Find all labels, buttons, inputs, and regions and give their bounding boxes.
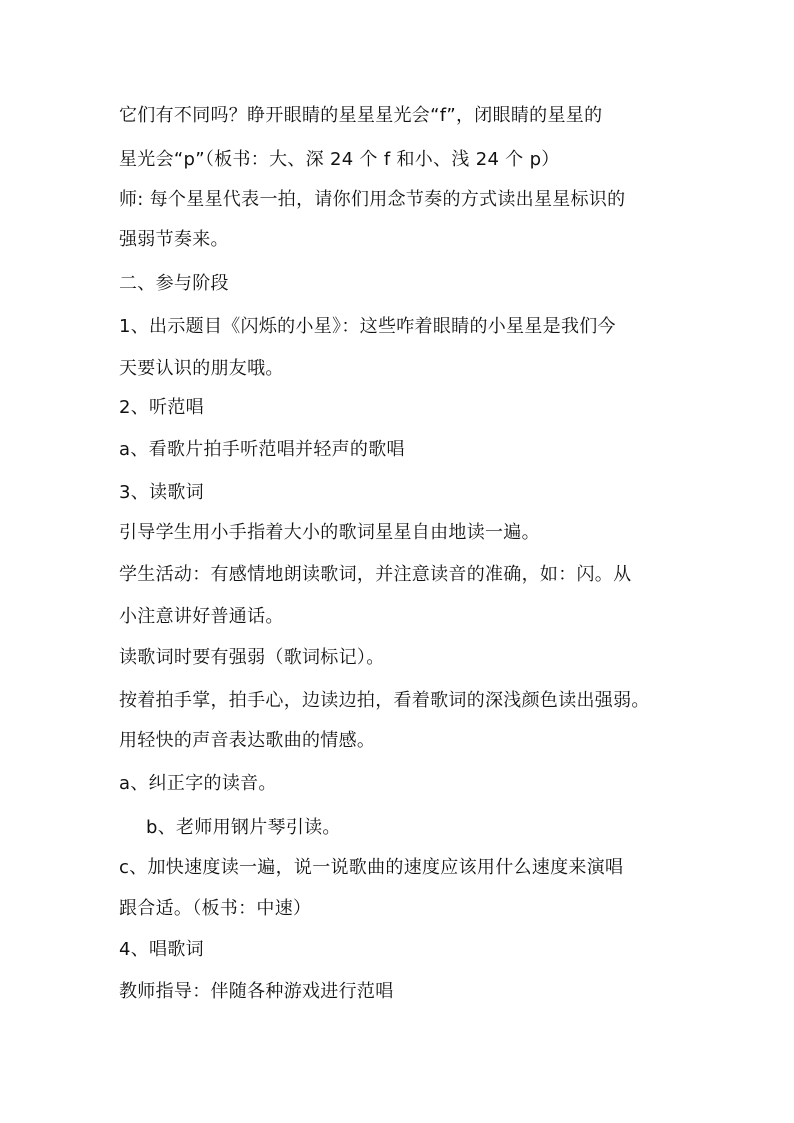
text-line: 跟合适。（板书：中速） xyxy=(119,898,312,919)
text-line: 小注意讲好普通话。 xyxy=(119,606,284,627)
text-line: 4、唱歌词 xyxy=(119,939,204,960)
text-line: 用轻快的声音表达歌曲的情感。 xyxy=(119,730,376,751)
text-line: 1、出示题目《闪烁的小星》：这些咋着眼睛的小星星是我们今 xyxy=(119,316,616,337)
section-heading: 二、参与阶段 xyxy=(119,273,229,294)
text-line: 2、听范唱 xyxy=(119,397,204,418)
text-line: 读歌词时要有强弱（歌词标记）。 xyxy=(119,647,385,668)
text-line: 引导学生用小手指着大小的歌词星星自由地读一遍。 xyxy=(119,522,540,543)
text-line: b、老师用钢片琴引读。 xyxy=(146,817,341,838)
text-line: 学生活动：有感情地朗读歌词，并注意读音的准确，如：闪。从 xyxy=(119,564,632,585)
text-line: a、纠正字的读音。 xyxy=(119,773,277,794)
text-line: 3、读歌词 xyxy=(119,482,204,503)
text-line: a、看歌片拍手听范唱并轻声的歌唱 xyxy=(119,439,405,460)
text-line: 星光会“p”（板书：大、深 24 个 f 和小、浅 24 个 p） xyxy=(119,149,560,170)
text-line: 教师指导：伴随各种游戏进行范唱 xyxy=(119,981,394,1002)
text-line: 它们有不同吗？睁开眼睛的星星星光会“f”，闭眼睛的星星的 xyxy=(119,105,603,126)
text-line: c、加快速度读一遍，说一说歌曲的速度应该用什么速度来演唱 xyxy=(119,857,624,878)
text-line: 强弱节奏来。 xyxy=(119,229,229,250)
text-line: 师: 每个星星代表一拍，请你们用念节奏的方式读出星星标识的 xyxy=(119,189,626,210)
text-line: 天要认识的朋友哦。 xyxy=(119,358,284,379)
text-line: 按着拍手掌，拍手心，边读边拍，看着歌词的深浅颜色读出强弱。 xyxy=(119,690,650,711)
